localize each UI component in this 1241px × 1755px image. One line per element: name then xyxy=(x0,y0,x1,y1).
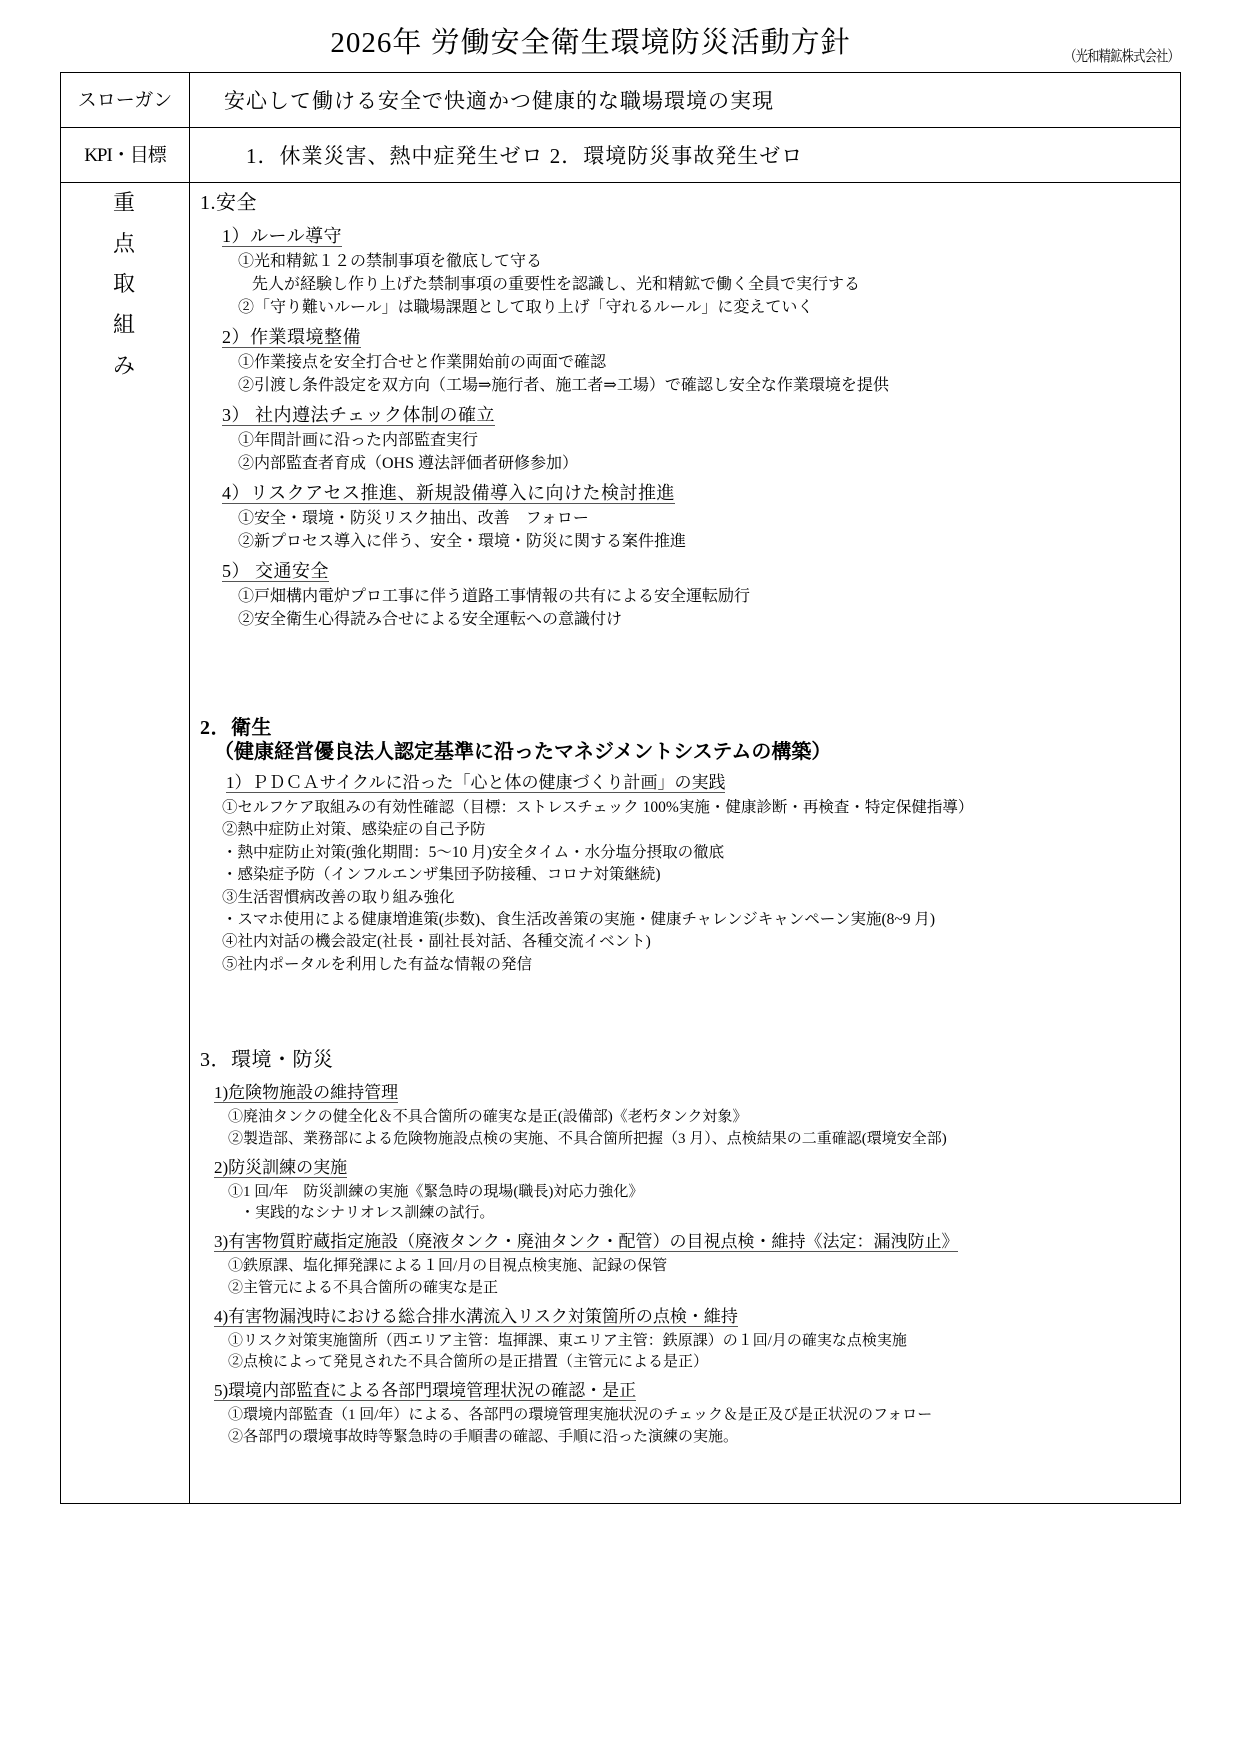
health-subheading: （健康経営優良法人認定基準に沿ったマネジメントシステムの構築） xyxy=(214,741,832,763)
safety-item: ②新プロセス導入に伴う、安全・環境・防災に関する案件推進 xyxy=(238,533,687,550)
slogan-row xyxy=(61,73,1181,128)
env-group-title-4: 4)有害物漏洩時における総合排水溝流入リスク対策箇所の点検・維持 xyxy=(214,1306,738,1326)
section-heading-health: 2．衛生 xyxy=(200,717,272,739)
spacer xyxy=(200,1447,1174,1493)
slogan-label: スローガン xyxy=(61,73,190,128)
safety-group-title-3: 3） 社内遵法チェック体制の確立 xyxy=(222,405,495,425)
safety-group-title-5: 5） 交通安全 xyxy=(222,561,329,581)
kpi-label: KPI・目標 xyxy=(61,128,190,183)
health-group-title: 1）ＰＤＣＡサイクルに沿った「心と体の健康づくり計画」の実践 xyxy=(226,773,726,792)
env-group-title-3: 3)有害物質貯蔵指定施設（廃液タンク・廃油タンク・配管）の目視点検・維持《法定：漏洩防止》 xyxy=(214,1232,959,1251)
health-item: ・スマホ使用による健康増進策(歩数)、食生活改善策の実施・健康チャレンジキャンペーン実施(8~9 月) xyxy=(222,910,936,928)
env-group-title-2: 2)防災訓練の実施 xyxy=(214,1157,348,1177)
health-item: ・熱中症防止対策(強化期間：5～10 月)安全タイム・水分塩分摂取の徹底 xyxy=(222,843,725,861)
slogan-value: 安心して働ける安全で快適かつ健康的な職場環境の実現 xyxy=(190,73,1181,128)
title-row xyxy=(60,22,1181,68)
kpi-row xyxy=(61,128,1181,183)
env-item: ②主管元による不具合箇所の確実な是正 xyxy=(228,1279,499,1296)
safety-item: ②内部監査者育成（OHS 遵法評価者研修参加） xyxy=(238,455,579,472)
safety-item: ①安全・環境・防災リスク抽出、改善 フォロー xyxy=(238,510,589,527)
spacer xyxy=(200,630,1174,716)
page-title: 2026年 労働安全衛生環境防災活動方針 xyxy=(330,27,851,59)
focus-label: 重 点 取 組 み xyxy=(112,190,137,378)
env-item: ①廃油タンクの健全化＆不具合箇所の確実な是正(設備部)《老朽タンク対象》 xyxy=(228,1109,748,1125)
focus-content-cell xyxy=(190,183,1181,1504)
safety-group-title-4: 4）リスクアセス推進、新規設備導入に向けた検討推進 xyxy=(222,483,675,503)
env-item: ②各部門の環境事故時等緊急時の手順書の確認、手順に沿った演練の実施。 xyxy=(228,1428,739,1445)
section-heading-environment: 3．環境・防災 xyxy=(200,1049,334,1071)
policy-table xyxy=(60,72,1181,1504)
safety-item: ①作業接点を安全打合せと作業開始前の両面で確認 xyxy=(238,354,607,371)
safety-item: ②安全衛生心得読み合せによる安全運転への意識付け xyxy=(238,611,623,628)
section-heading-safety: 1.安全 xyxy=(200,192,257,214)
health-item: ④社内対話の機会設定(社長・副社長対話、各種交流イベント) xyxy=(222,933,651,951)
safety-group-title-2: 2）作業環境整備 xyxy=(222,327,361,347)
health-item: ・感染症予防（インフルエンザ集団予防接種、コロナ対策継続) xyxy=(222,866,661,884)
focus-label-cell xyxy=(61,183,190,1504)
focus-row xyxy=(61,183,1181,1504)
safety-item: 先人が経験し作り上げた禁制事項の重要性を認識し、光和精鉱で働く全員で実行する xyxy=(252,276,861,293)
safety-item: ①戸畑構内電炉プロ工事に伴う道路工事情報の共有による安全運転励行 xyxy=(238,588,751,605)
health-item: ②熱中症防止対策、感染症の自己予防 xyxy=(222,821,486,839)
safety-group-title-1: 1）ルール導守 xyxy=(222,226,343,246)
env-group-title-1: 1)危険物施設の維持管理 xyxy=(214,1083,399,1102)
safety-item: ①年間計画に沿った内部監査実行 xyxy=(238,432,479,449)
kpi-value: 1．休業災害、熱中症発生ゼロ 2．環境防災事故発生ゼロ xyxy=(190,128,1181,183)
env-item: ②製造部、業務部による危険物施設点検の実施、不具合箇所把握（3 月）、点検結果の二重確認(環境安全部) xyxy=(228,1130,947,1147)
safety-item: ②「守り難いルール」は職場課題として取り上げ「守れるルール」に変えていく xyxy=(238,299,814,316)
env-item: ①環境内部監査（1 回/年）による、各部門の環境管理実施状況のチェック＆是正及び是正状況のフォロー xyxy=(228,1407,933,1423)
env-item: ①リスク対策実施箇所（西エリア主管：塩揮課、東エリア主管：鉄原課）の１回/月の確実な点検実施 xyxy=(228,1332,907,1349)
health-item: ①セルフケア取組みの有効性確認（目標：ストレスチェック 100%実施・健康診断・再検査・特定保健指導） xyxy=(222,799,974,816)
env-group-title-5: 5)環境内部監査による各部門環境管理状況の確認・是正 xyxy=(214,1381,637,1400)
env-item: ・実践的なシナリオレス訓練の試行。 xyxy=(240,1205,495,1222)
company-name: （光和精鉱株式会社） xyxy=(1064,49,1179,65)
spacer xyxy=(200,974,1174,1048)
safety-item: ①光和精鉱１２の禁制事項を徹底して守る xyxy=(238,253,543,270)
health-item: ③生活習慣病改善の取り組み強化 xyxy=(222,888,455,906)
env-item: ②点検によって発見された不具合箇所の是正措置（主管元による是正） xyxy=(228,1354,709,1371)
env-item: ①鉄原課、塩化揮発課による１回/月の目視点検実施、記録の保管 xyxy=(228,1258,668,1274)
safety-item: ②引渡し条件設定を双方向（工場⇒施行者、施工者⇒工場）で確認し安全な作業環境を提供 xyxy=(238,377,889,394)
env-item: ①1 回/年 防災訓練の実施《緊急時の現場(職長)対応力強化》 xyxy=(228,1183,644,1200)
health-item: ⑤社内ポータルを利用した有益な情報の発信 xyxy=(222,955,533,973)
